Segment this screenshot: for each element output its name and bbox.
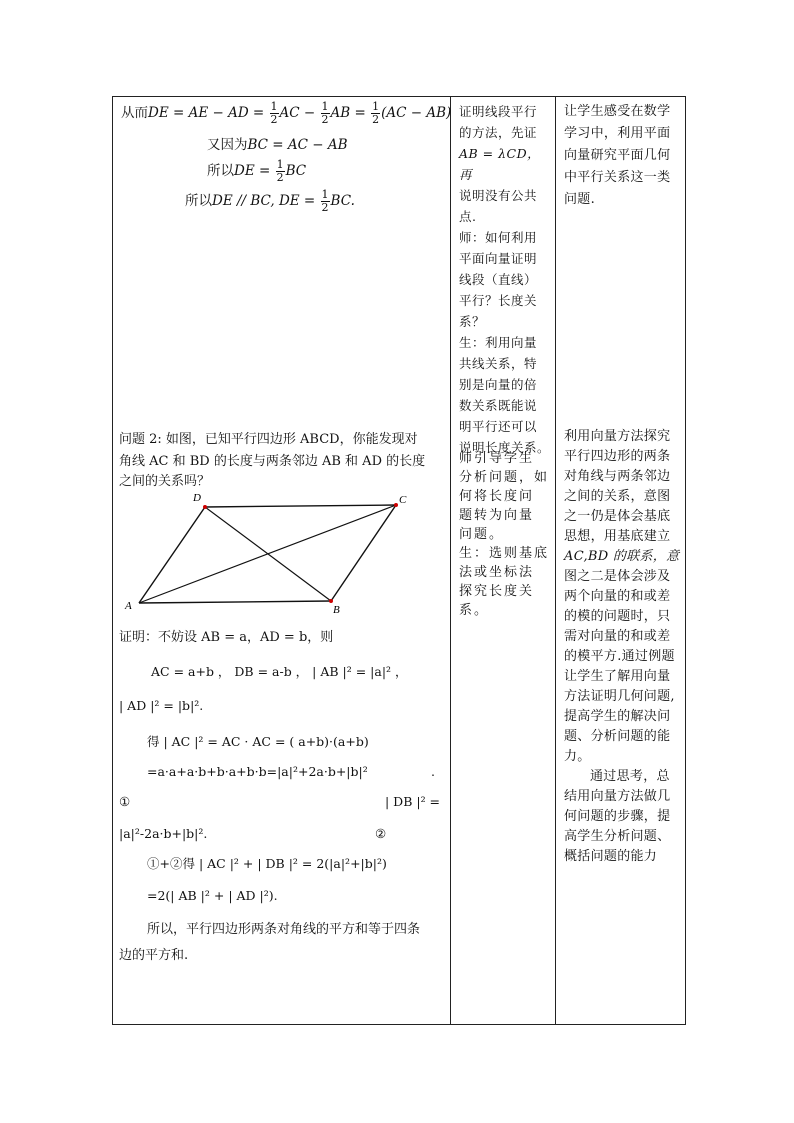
derivation-line-4: 所以DE // BC, DE = $\frac{1}{2}$ BC.	[185, 188, 355, 214]
problem2-line-2: 角线 AC 和 BD 的长度与两条邻边 AB 和 AD 的长度	[119, 454, 426, 469]
activity-block-1: 证明线段平行 的方法，先证 AB = λCD，再 说明没有公共 点. 师：如何利用 平面向量证明 线段（直线） 平行？长度关 系？ 生：利用向量 共线关系，特 别是向量的倍 数关系既能说 明平行还可以 说明长度关系。	[459, 104, 551, 455]
edge-ab	[139, 601, 331, 603]
label-b: B	[333, 604, 340, 615]
derivation-line-3: 所以DE = $\frac{1}{2}$ BC	[207, 158, 307, 184]
circled-two: ②	[375, 826, 387, 841]
proof-line-11: 边的平方和.	[119, 948, 189, 963]
edge-cb	[331, 505, 396, 601]
content-column	[113, 97, 450, 1024]
parallelogram-figure	[121, 493, 421, 615]
intent-column	[556, 97, 687, 1024]
edge-dc	[205, 505, 396, 507]
label-c: C	[399, 494, 407, 506]
proof-line-7: |a|²-2a·b+|b|².	[119, 826, 208, 841]
label-d: D	[193, 493, 201, 504]
problem2-line-1: 问题 2: 如图，已知平行四边形 ABCD，你能发现对	[119, 432, 418, 447]
proof-line-1: 证明：不妨设 AB = a，AD = b，则	[119, 630, 334, 645]
proof-line-9: =2(| AB |² + | AD |²).	[147, 888, 278, 903]
proof-line-5: =a·a+a·b+b·a+b·b=|a|²+2a·b+|b|²	[147, 764, 368, 779]
intent-block-1: 让学生感受在数学 学习中，利用平面 向量研究平面几何 中平行关系这一类 问题.	[564, 104, 671, 207]
point-d	[203, 505, 207, 509]
label-a: A	[125, 600, 132, 612]
point-b	[329, 599, 333, 603]
diagonal-bd	[205, 507, 331, 601]
lesson-table	[112, 96, 686, 1025]
activity-block-2: 师引导学生 分析问题，如 何将长度问 题转为向量 问题。 生：选则基底 法或坐标法 探究长度关 系。	[459, 451, 550, 618]
proof-line-10: 所以，平行四边形两条对角线的平方和等于四条	[147, 922, 421, 937]
proof-line-4: 得 | AC |² = AC · AC = ( a+b)·(a+b)	[147, 734, 369, 749]
proof-line-6: | DB |² =	[385, 794, 441, 809]
proof-line-2: AC = a+b ， DB = a-b ， | AB |² = |a|² ，	[151, 664, 408, 679]
intent-block-2: 利用向量方法探究 平行四边形的两条 对角线与两条邻边 之间的关系，意图 之一仍是体会基底 思想，用基底建立 AC,BD 的联系，意 图之二是体会涉及 两个向量的和或差 的模的问题时，只 需对向量的和或差 的模平方.通过例题 让学生了解用向量 方法证明几何问题, 提高学生的解决问 题、分析问题的能 力。 通过思考，总 结用向量方法做几 何问题的步骤，提 高学生分析问题、 概括问题的能力	[564, 429, 680, 864]
proof-line-8: ①+②得 | AC |² + | DB |² = 2(|a|²+|b|²)	[147, 856, 387, 871]
problem2-line-3: 之间的关系吗？	[119, 474, 211, 489]
proof-line-3: | AD |² = |b|².	[119, 698, 204, 713]
derivation-line-1: 从而DE = AE − AD = $\frac{1}{2}$ AC − $\frac{1}{2}$ AB = $\frac{1}{2}$ (AC − AB)	[121, 100, 452, 126]
proof-line-5-end: .	[431, 764, 435, 779]
circled-one: ①	[119, 794, 131, 809]
edge-ad	[139, 507, 205, 603]
teacher-student-column	[451, 97, 555, 1024]
derivation-line-2: 又因为BC = AC − AB	[207, 137, 348, 153]
point-c	[394, 503, 398, 507]
